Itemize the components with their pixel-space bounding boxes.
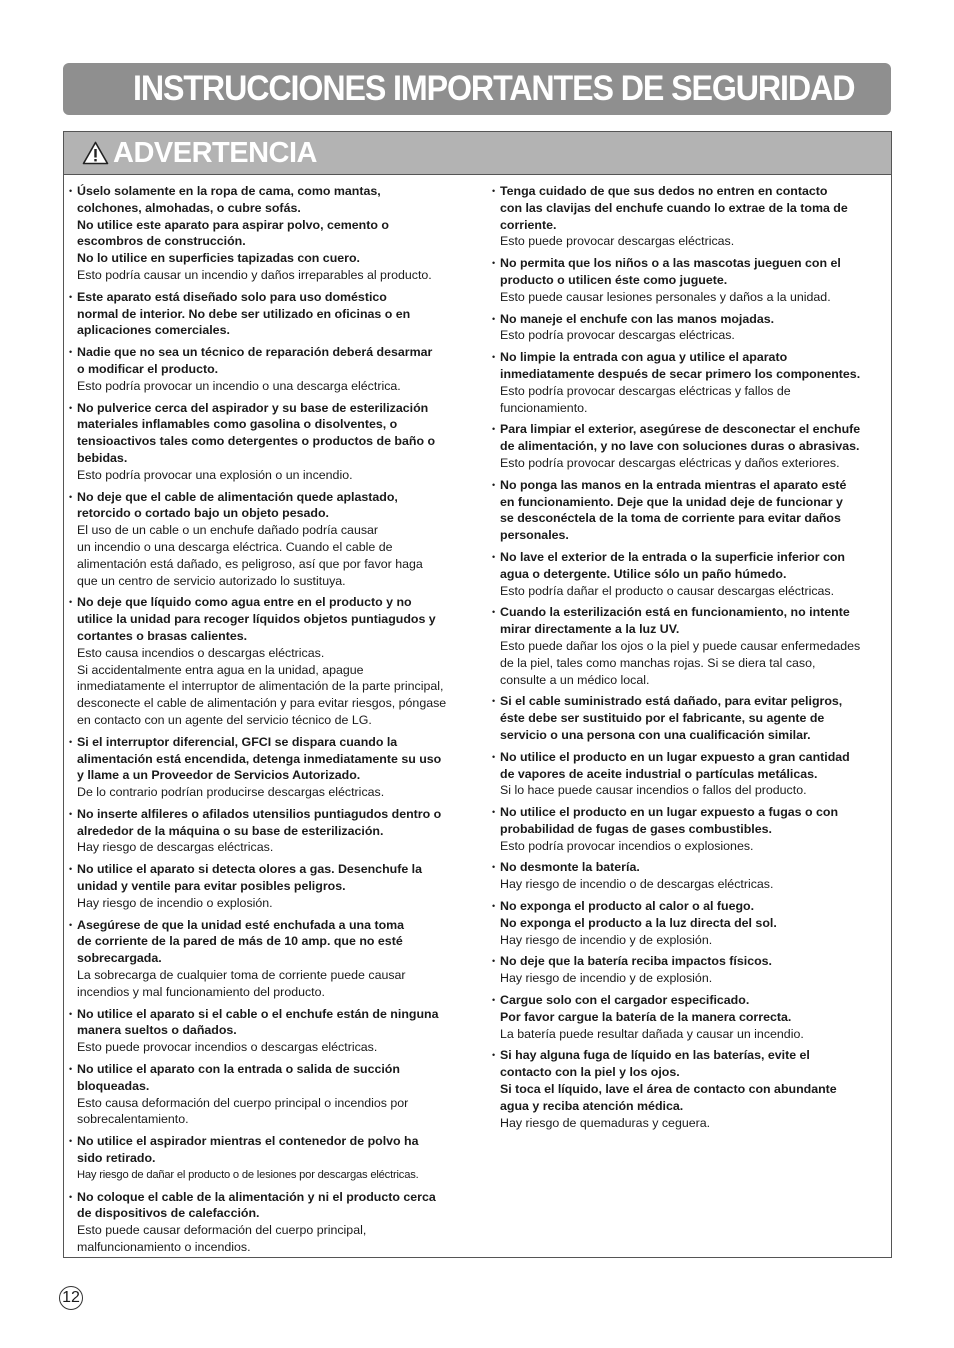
- warning-bold-line: • No exponga el producto al calor o al fuego.: [500, 899, 755, 914]
- warning-bold-line: • No pulverice cerca del aspirador y su base de esterilización: [77, 400, 429, 415]
- warning-item: [487, 953, 887, 987]
- warning-bold-line: • No limpie la entrada con agua y utilice el aparato: [500, 350, 788, 365]
- warning-note-line: Esto podría provocar descargas eléctricas y daños exteriores.: [500, 455, 840, 470]
- warning-bold-line: colchones, almohadas, o cubre sofás.: [77, 200, 301, 215]
- warning-bold-line: • Si el interruptor diferencial, GFCI se dispara cuando la: [77, 734, 398, 749]
- warning-note-line: Esto causa incendios o descargas eléctricas.: [77, 645, 325, 660]
- warning-note-line: un incendio o una descarga eléctrica. Cuando el cable de: [77, 539, 393, 554]
- warning-bold-line: personales.: [500, 528, 569, 543]
- warning-note-line: Si lo hace puede causar incendios o fallos del producto.: [500, 783, 807, 798]
- warning-item: [64, 594, 477, 728]
- warning-item: [487, 477, 887, 544]
- warning-note-line: Hay riesgo de incendio o explosión.: [77, 895, 273, 910]
- warning-note-line: desconecte el cable de alimentación y para evitar riesgos, póngase: [77, 696, 447, 711]
- warning-bold-line: • No utilice el producto en un lugar expuesto a gran cantidad: [500, 749, 850, 764]
- warning-bold-line: • No permita que los niños o a las mascotas jueguen con el: [500, 256, 841, 271]
- warning-bold-line: agua y reciba atención médica.: [500, 1098, 684, 1113]
- warning-bold-line: materiales inflamables como gasolina o disolventes, o: [77, 417, 398, 432]
- warning-bold-line: • No utilice el producto en un lugar expuesto a fugas o con: [500, 805, 839, 820]
- warning-item: [487, 349, 887, 416]
- title-banner: [63, 63, 891, 115]
- warning-item: [487, 859, 887, 893]
- warning-note-line: consulte a un médico local.: [500, 672, 650, 687]
- warning-bold-line: • No deje que líquido como agua entre en el producto y no: [77, 595, 412, 610]
- warning-bold-line: • Cuando la esterilización está en funcionamiento, no intente: [500, 605, 850, 620]
- warning-note-line: sobrecalentamiento.: [77, 1112, 189, 1127]
- warning-item: [487, 898, 887, 948]
- page-number: 12: [59, 1286, 83, 1310]
- warning-bold-line: • Este aparato está diseñado solo para uso doméstico: [77, 289, 387, 304]
- warning-bold-line: utilice la unidad para recoger líquidos objetos puntiagudos y: [77, 612, 436, 627]
- warning-note-line: Hay riesgo de incendio o de descargas eléctricas.: [500, 877, 774, 892]
- warning-note-line: de la piel, tales como manchas rojas. Si se diera tal caso,: [500, 655, 816, 670]
- warning-bold-line: • No utilice el aspirador mientras el contenedor de polvo ha: [77, 1134, 419, 1149]
- warning-header: [64, 132, 891, 175]
- warning-note-line: Esto podría dañar el producto o causar descargas eléctricas.: [500, 583, 835, 598]
- page-title: INSTRUCCIONES IMPORTANTES DE SEGURIDAD: [133, 69, 855, 108]
- warning-bold-line: en funcionamiento. Deje que la unidad deje de funcionar y: [500, 494, 843, 509]
- warning-bold-line: • No inserte alfileres o afilados utensilios puntiagudos dentro o: [77, 806, 442, 821]
- warning-item: [487, 255, 887, 305]
- warning-note-line: Esto podría provocar incendios o explosiones.: [500, 838, 754, 853]
- warning-item: [64, 489, 477, 590]
- warning-bold-line: escombros de construcción.: [77, 234, 246, 249]
- warning-note-line: La sobrecarga de cualquier toma de corriente puede causar: [77, 968, 406, 983]
- warning-note-line: Esto podría provocar descargas eléctricas y fallos de: [500, 383, 791, 398]
- warning-item: [64, 861, 477, 911]
- warning-note-line: incendios y mal funcionamiento del producto.: [77, 984, 325, 999]
- warning-note-line: funcionamiento.: [500, 400, 588, 415]
- warning-bold-line: inmediatamente después de secar primero los componentes.: [500, 366, 861, 381]
- warning-bold-line: alimentación está encendida, detenga inmediatamente su uso: [77, 751, 442, 766]
- warning-bold-line: • Nadie que no sea un técnico de reparación deberá desarmar: [77, 345, 433, 360]
- warning-bold-line: de alimentación, y no lave con soluciones duras o abrasivas.: [500, 439, 860, 454]
- warning-item: [487, 693, 887, 743]
- warning-item: [487, 549, 887, 599]
- warning-note-line: en contacto con un agente del servicio técnico de LG.: [77, 712, 372, 727]
- warning-bold-line: producto o utilicen éste como juguete.: [500, 272, 728, 287]
- warning-item: [64, 289, 477, 339]
- warning-note-line: Hay riesgo de dañar el producto o de lesiones por descargas eléctricas.: [77, 1168, 419, 1181]
- warning-note-line: La batería puede resultar dañada y causar un incendio.: [500, 1026, 804, 1041]
- warning-bold-line: • No utilice el aparato con la entrada o salida de succión: [77, 1062, 400, 1077]
- warning-note-line: Si accidentalmente entra agua en la unidad, apague: [77, 662, 364, 677]
- warning-note-line: Esto puede provocar incendios o descargas eléctricas.: [77, 1040, 378, 1055]
- warning-bold-line: manera sueltos o dañados.: [77, 1023, 237, 1038]
- warning-bold-line: o modificar el producto.: [77, 361, 219, 376]
- warning-note-line: De lo contrario podrían producirse descargas eléctricas.: [77, 785, 385, 800]
- warning-bold-line: retorcido o cortado bajo un objeto pesado.: [77, 506, 329, 521]
- warning-note-line: Esto puede dañar los ojos o la piel y puede causar enfermedades: [500, 638, 861, 653]
- warning-bold-line: de vapores de aceite industrial o partículas metálicas.: [500, 766, 818, 781]
- warning-note-line: Esto podría causar un incendio y daños irreparables al producto.: [77, 267, 432, 282]
- warning-bold-line: de dispositivos de calefacción.: [77, 1206, 260, 1221]
- warning-item: [64, 734, 477, 801]
- warning-heading: ADVERTENCIA: [113, 136, 317, 169]
- warning-item: [64, 400, 477, 484]
- left-column: [64, 183, 477, 1261]
- warning-bold-line: • No deje que la batería reciba impactos físicos.: [500, 954, 773, 969]
- warning-note-line: El uso de un cable o un enchufe dañado podría causar: [77, 523, 379, 538]
- warning-bold-line: probabilidad de fugas de gases combustibles.: [500, 821, 772, 836]
- warning-item: [64, 1133, 477, 1183]
- warning-bold-line: con las clavijas del enchufe cuando lo extrae de la toma de: [500, 200, 848, 215]
- warning-bold-line: cortantes o brasas calientes.: [77, 628, 248, 643]
- warning-note-line: alimentación está dañado, es peligroso, así que por favor haga: [77, 556, 423, 571]
- warning-note-line: malfuncionamiento o incendios.: [77, 1240, 251, 1255]
- warning-item: [64, 1006, 477, 1056]
- warning-item: [64, 344, 477, 394]
- warning-item: [64, 917, 477, 1001]
- warning-note-line: que un centro de servicio autorizado lo sustituya.: [77, 573, 346, 588]
- warning-note-line: Hay riesgo de descargas eléctricas.: [77, 840, 274, 855]
- warning-bold-line: servicio o una persona con una cualificación similar.: [500, 727, 811, 742]
- warning-note-line: Esto podría provocar un incendio o una descarga eléctrica.: [77, 378, 401, 393]
- warning-item: [487, 311, 887, 345]
- warning-bold-line: • Para limpiar el exterior, asegúrese de desconectar el enchufe: [500, 422, 861, 437]
- warning-bold-line: Por favor cargue la batería de la manera correcta.: [500, 1009, 792, 1024]
- warning-bold-line: Si toca el líquido, lave el área de contacto con abundante: [500, 1082, 837, 1097]
- warning-bold-line: de corriente de la pared de más de 10 amp. que no esté: [77, 934, 403, 949]
- warning-note-line: Esto puede causar lesiones personales y daños a la unidad.: [500, 289, 831, 304]
- warning-note-line: Esto puede causar deformación del cuerpo principal,: [77, 1223, 367, 1238]
- warning-item: [487, 749, 887, 799]
- warning-bold-line: • Si hay alguna fuga de líquido en las baterías, evite el: [500, 1048, 810, 1063]
- warning-bold-line: • No utilice el aparato si detecta olores a gas. Desenchufe la: [77, 862, 422, 877]
- warning-bold-line: y llame a un Proveedor de Servicios Autorizado.: [77, 768, 361, 783]
- warning-bold-line: • No maneje el enchufe con las manos mojadas.: [500, 311, 775, 326]
- right-column: [487, 183, 887, 1136]
- warning-bold-line: unidad y ventile para evitar posibles peligros.: [77, 879, 346, 894]
- warning-bold-line: • No lave el exterior de la entrada o la superficie inferior con: [500, 549, 845, 564]
- warning-note-line: Esto causa deformación del cuerpo principal o incendios por: [77, 1095, 409, 1110]
- warning-bold-line: No utilice este aparato para aspirar polvo, cemento o: [77, 217, 389, 232]
- warning-note-line: Hay riesgo de incendio y de explosión.: [500, 971, 713, 986]
- warning-bold-line: • Asegúrese de que la unidad esté enchufada a una toma: [77, 917, 405, 932]
- warning-bold-line: • No utilice el aparato si el cable o el enchufe están de ninguna: [77, 1006, 439, 1021]
- warning-item: [487, 604, 887, 688]
- warning-note-line: Hay riesgo de incendio y de explosión.: [500, 932, 713, 947]
- warning-item: [487, 804, 887, 854]
- warning-bold-line: aplicaciones comerciales.: [77, 323, 230, 338]
- warning-bold-line: • No coloque el cable de la alimentación y ni el producto cerca: [77, 1189, 436, 1204]
- warning-note-line: Esto podría provocar una explosión o un incendio.: [77, 467, 353, 482]
- warning-bold-line: bebidas.: [77, 450, 128, 465]
- warning-bold-line: sido retirado.: [77, 1151, 156, 1166]
- warning-bold-line: contacto con la piel y los ojos.: [500, 1065, 680, 1080]
- warning-bold-line: • No ponga las manos en la entrada mientras el aparato esté: [500, 477, 847, 492]
- warning-bold-line: tensioactivos tales como detergentes o productos de baño o: [77, 434, 436, 449]
- warning-bold-line: • Tenga cuidado de que sus dedos no entren en contacto: [500, 184, 828, 198]
- warning-bold-line: No exponga el producto a la luz directa del sol.: [500, 915, 777, 930]
- warning-bold-line: éste debe ser sustituido por el fabricante, su agente de: [500, 711, 825, 726]
- warning-bold-line: No lo utilice en superficies tapizadas con cuero.: [77, 251, 360, 266]
- warning-bold-line: • Cargue solo con el cargador especificado.: [500, 993, 750, 1008]
- warning-triangle-icon: [82, 141, 109, 165]
- warning-item: [487, 183, 887, 250]
- warning-item: [64, 1189, 477, 1256]
- warning-bold-line: alrededor de la máquina o su base de esterilización.: [77, 823, 384, 838]
- warning-section: [63, 131, 892, 1258]
- warning-item: [64, 183, 477, 284]
- warning-item: [487, 421, 887, 471]
- warning-bold-line: • No deje que el cable de alimentación quede aplastado,: [77, 489, 398, 504]
- warning-bold-line: sobrecargada.: [77, 951, 162, 966]
- warning-bold-line: corriente.: [500, 217, 557, 232]
- warning-bold-line: • No desmonte la batería.: [500, 860, 640, 875]
- warning-note-line: Hay riesgo de quemaduras y ceguera.: [500, 1115, 711, 1130]
- warning-bold-line: • Úselo solamente en la ropa de cama, como mantas,: [77, 184, 381, 198]
- warning-bold-line: normal de interior. No debe ser utilizado en oficinas o en: [77, 306, 411, 321]
- warning-item: [64, 1061, 477, 1128]
- warning-item: [64, 806, 477, 856]
- warning-note-line: inmediatamente el interruptor de alimentación de la parte principal,: [77, 679, 444, 694]
- warning-bold-line: mirar directamente a la luz UV.: [500, 622, 680, 637]
- warning-item: [487, 1047, 887, 1131]
- warning-bold-line: agua o detergente. Utilice sólo un paño húmedo.: [500, 566, 787, 581]
- warning-bold-line: se desconéctela de la toma de corriente para evitar daños: [500, 511, 841, 526]
- warning-note-line: Esto puede provocar descargas eléctricas.: [500, 234, 735, 249]
- warning-item: [487, 992, 887, 1042]
- warning-note-line: Esto podría provocar descargas eléctricas.: [500, 328, 735, 343]
- warning-bold-line: bloqueadas.: [77, 1078, 150, 1093]
- warning-bold-line: • Si el cable suministrado está dañado, para evitar peligros,: [500, 694, 843, 709]
